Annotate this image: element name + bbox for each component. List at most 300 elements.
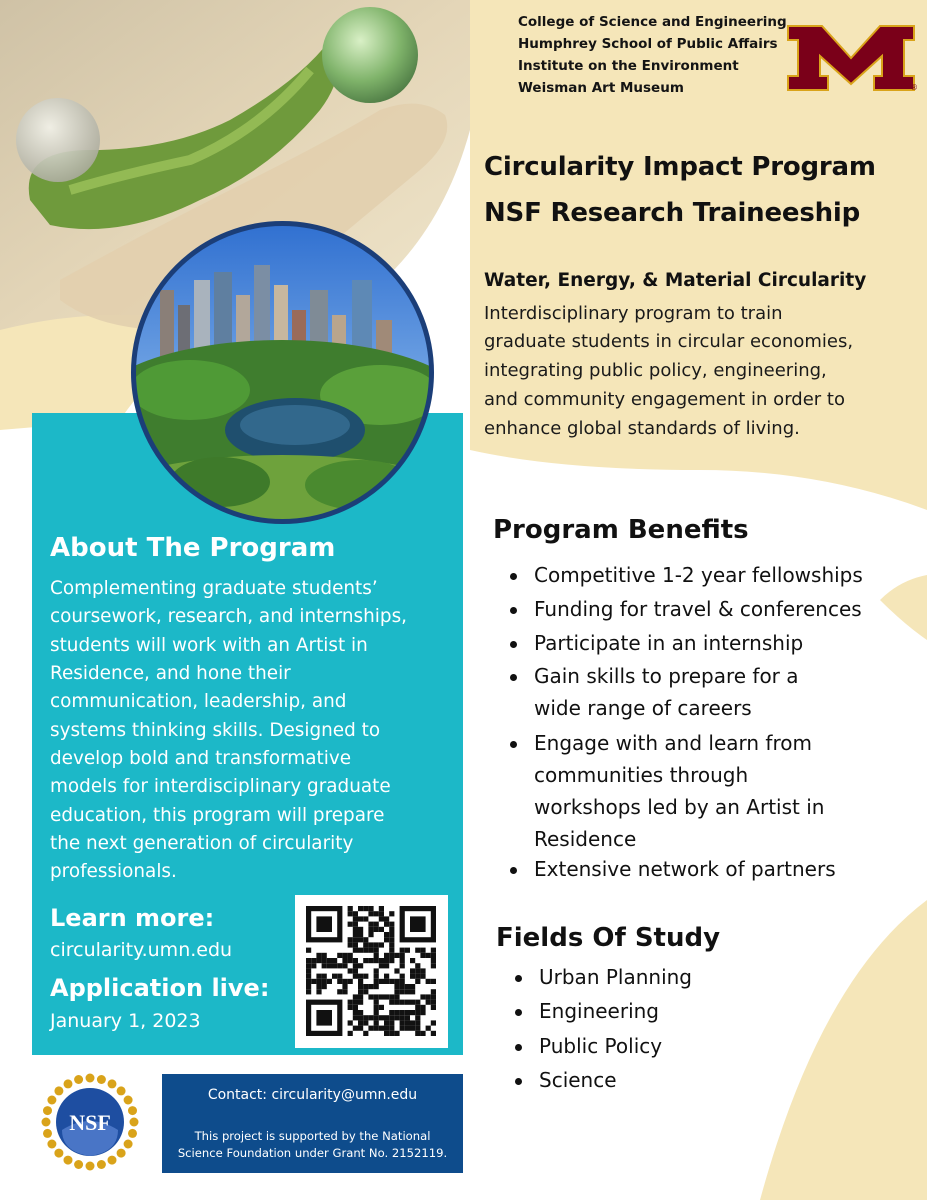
qr-module — [348, 1000, 353, 1005]
benefit-item: Engage with and learn from — [534, 731, 812, 755]
qr-module — [379, 942, 384, 947]
qr-module — [368, 1026, 373, 1031]
qr-module — [368, 932, 373, 937]
qr-module — [400, 984, 405, 989]
nsf-ray — [42, 1118, 51, 1127]
qr-module — [337, 953, 342, 958]
qr-module — [400, 948, 405, 953]
qr-module — [410, 1020, 415, 1025]
qr-module — [358, 1000, 363, 1005]
qr-module — [415, 1020, 420, 1025]
qr-module — [363, 984, 368, 989]
qr-module — [358, 984, 363, 989]
qr-module — [400, 953, 405, 958]
qr-module — [394, 984, 399, 989]
benefits-heading: Program Benefits — [493, 515, 749, 545]
qr-module — [353, 958, 358, 963]
qr-module — [405, 989, 410, 994]
qr-module — [384, 937, 389, 942]
benefit-item: Competitive 1-2 year fellowships — [534, 563, 863, 587]
qr-module — [384, 979, 389, 984]
about-line: systems thinking skills. Designed to — [50, 720, 381, 741]
qr-module — [374, 958, 379, 963]
about-line: coursework, research, and internships, — [50, 606, 408, 627]
qr-module — [415, 963, 420, 968]
qr-module — [420, 948, 425, 953]
qr-module — [374, 984, 379, 989]
qr-module — [389, 932, 394, 937]
qr-module — [342, 984, 347, 989]
qr-module — [394, 953, 399, 958]
qr-module — [363, 974, 368, 979]
qr-module — [389, 911, 394, 916]
qr-module — [374, 1015, 379, 1020]
qr-module — [384, 994, 389, 999]
bullet-dot — [510, 741, 517, 748]
nsf-ray — [117, 1149, 126, 1158]
qr-module — [415, 1010, 420, 1015]
qr-module — [431, 948, 436, 953]
qr-module — [431, 994, 436, 999]
contact-email-text[interactable]: Contact: circularity@umn.edu — [207, 1087, 418, 1103]
qr-module — [363, 937, 368, 942]
benefit-item: wide range of careers — [534, 696, 752, 720]
qr-module — [374, 911, 379, 916]
qr-module — [374, 927, 379, 932]
qr-module — [389, 1015, 394, 1020]
qr-module — [306, 989, 311, 994]
about-line: communication, leadership, and — [50, 691, 347, 712]
qr-module — [389, 994, 394, 999]
qr-module — [389, 922, 394, 927]
qr-module — [363, 1031, 368, 1036]
qr-module — [306, 968, 311, 973]
qr-module — [389, 1031, 394, 1036]
qr-module — [389, 942, 394, 947]
qr-module — [368, 948, 373, 953]
qr-module — [327, 958, 332, 963]
qr-module — [394, 989, 399, 994]
qr-module — [358, 927, 363, 932]
qr-module — [306, 974, 311, 979]
qr-module — [431, 958, 436, 963]
qr-module — [394, 968, 399, 973]
qr-module — [316, 958, 321, 963]
qr-module — [353, 1010, 358, 1015]
cream-wave-right-mid — [880, 575, 927, 640]
qr-module — [410, 1026, 415, 1031]
institution-cse: College of Science and Engineering — [518, 14, 787, 30]
bullet-dot — [510, 674, 517, 681]
qr-module — [374, 1026, 379, 1031]
qr-module — [410, 1010, 415, 1015]
benefit-item: Residence — [534, 827, 637, 851]
qr-module — [348, 953, 353, 958]
qr-module — [363, 942, 368, 947]
qr-module — [400, 958, 405, 963]
subtitle-heading: Water, Energy, & Material Circularity — [484, 270, 867, 291]
application-date: January 1, 2023 — [50, 1010, 201, 1032]
support-line: Science Foundation under Grant No. 2152119. — [177, 1146, 448, 1160]
benefit-item: workshops led by an Artist in — [534, 795, 825, 819]
qr-module — [389, 979, 394, 984]
qr-module — [384, 1026, 389, 1031]
qr-module — [400, 1010, 405, 1015]
qr-module — [358, 937, 363, 942]
nsf-ray — [74, 1075, 83, 1084]
qr-module — [420, 1005, 425, 1010]
qr-module — [379, 906, 384, 911]
nsf-ray — [108, 1079, 117, 1088]
qr-module — [420, 1010, 425, 1015]
field-item: Science — [539, 1068, 617, 1092]
qr-module — [405, 1020, 410, 1025]
nsf-ray — [97, 1160, 106, 1169]
qr-module — [400, 1020, 405, 1025]
qr-module — [400, 974, 405, 979]
qr-module — [374, 968, 379, 973]
fields-heading: Fields Of Study — [496, 923, 721, 953]
field-item: Urban Planning — [539, 965, 692, 989]
qr-module — [379, 916, 384, 921]
program-url-link[interactable]: circularity.umn.edu — [50, 939, 233, 961]
bullet-dot — [510, 867, 517, 874]
bullet-dot — [510, 607, 517, 614]
qr-module — [358, 1010, 363, 1015]
qr-module — [384, 953, 389, 958]
qr-module — [374, 1000, 379, 1005]
nsf-ray — [43, 1106, 52, 1115]
qr-module — [389, 937, 394, 942]
qr-module — [316, 989, 321, 994]
qr-module — [389, 1010, 394, 1015]
city-park-photo — [130, 220, 435, 525]
qr-module — [368, 958, 373, 963]
qr-module — [332, 958, 337, 963]
qr-module — [322, 979, 327, 984]
qr-module — [374, 942, 379, 947]
qr-module — [379, 1015, 384, 1020]
qr-module — [374, 922, 379, 927]
nsf-logo-text: NSF — [69, 1110, 111, 1135]
qr-module — [400, 1026, 405, 1031]
qr-module — [353, 1000, 358, 1005]
qr-module — [327, 979, 332, 984]
qr-module — [342, 953, 347, 958]
qr-module — [353, 932, 358, 937]
qr-module — [348, 1005, 353, 1010]
intro-line: enhance global standards of living. — [484, 418, 800, 439]
qr-finder-pattern — [410, 916, 426, 932]
qr-module — [322, 963, 327, 968]
qr-module — [420, 968, 425, 973]
green-globe — [322, 7, 418, 103]
qr-module — [316, 984, 321, 989]
qr-module — [420, 1031, 425, 1036]
about-line: Complementing graduate students’ — [50, 578, 378, 599]
qr-module — [420, 994, 425, 999]
qr-module — [353, 974, 358, 979]
about-line: develop bold and transformative — [50, 748, 352, 769]
grey-globe — [16, 98, 100, 182]
qr-module — [389, 1026, 394, 1031]
qr-module — [405, 1015, 410, 1020]
qr-module — [363, 906, 368, 911]
qr-module — [368, 927, 373, 932]
qr-module — [311, 958, 316, 963]
qr-module — [379, 911, 384, 916]
qr-module — [316, 953, 321, 958]
qr-module — [353, 1005, 358, 1010]
qr-module — [306, 984, 311, 989]
qr-module — [342, 989, 347, 994]
qr-module — [384, 916, 389, 921]
about-line: models for interdisciplinary graduate — [50, 776, 391, 797]
nsf-ray — [47, 1140, 56, 1149]
nsf-ray — [54, 1149, 63, 1158]
qr-module — [368, 922, 373, 927]
qr-module — [426, 979, 431, 984]
qr-module — [415, 968, 420, 973]
qr-module — [337, 963, 342, 968]
intro-line: and community engagement in order to — [484, 389, 845, 410]
qr-module — [322, 974, 327, 979]
umn-block-m-logo — [786, 18, 916, 94]
qr-module — [348, 937, 353, 942]
qr-module — [415, 974, 420, 979]
qr-module — [384, 958, 389, 963]
qr-module — [379, 927, 384, 932]
benefit-item: Participate in an internship — [534, 631, 804, 655]
qr-module — [363, 1020, 368, 1025]
qr-module — [426, 953, 431, 958]
qr-module — [353, 948, 358, 953]
cream-wave-bottom-right — [760, 900, 927, 1200]
qr-module — [431, 953, 436, 958]
qr-module — [358, 916, 363, 921]
qr-module — [374, 1010, 379, 1015]
qr-module — [400, 1015, 405, 1020]
benefit-item: Extensive network of partners — [534, 857, 836, 881]
qr-module — [368, 906, 373, 911]
nsf-ray — [86, 1162, 95, 1171]
qr-module — [426, 1000, 431, 1005]
qr-module — [379, 979, 384, 984]
qr-module — [358, 963, 363, 968]
qr-module — [322, 953, 327, 958]
qr-module — [316, 979, 321, 984]
nsf-ray — [128, 1106, 137, 1115]
qr-module — [400, 963, 405, 968]
qr-module — [374, 994, 379, 999]
bullet-dot — [515, 1078, 522, 1085]
about-line: Residence, and hone their — [50, 663, 291, 684]
qr-module — [394, 1015, 399, 1020]
qr-module — [363, 1015, 368, 1020]
bullet-dot — [515, 975, 522, 982]
field-item: Public Policy — [539, 1034, 663, 1058]
qr-module — [394, 994, 399, 999]
qr-module — [410, 958, 415, 963]
qr-module — [384, 974, 389, 979]
qr-module — [431, 1005, 436, 1010]
nsf-ray — [64, 1156, 73, 1165]
qr-module — [384, 1020, 389, 1025]
qr-module — [426, 994, 431, 999]
bullet-dot — [510, 573, 517, 580]
nsf-seal-logo — [40, 1072, 140, 1172]
qr-module — [348, 979, 353, 984]
benefit-item: communities through — [534, 763, 749, 787]
qr-module — [431, 963, 436, 968]
qr-module — [353, 911, 358, 916]
qr-module — [394, 1010, 399, 1015]
qr-module — [342, 979, 347, 984]
qr-module — [410, 968, 415, 973]
qr-module — [348, 942, 353, 947]
qr-module — [379, 1005, 384, 1010]
institution-weisman: Weisman Art Museum — [518, 80, 684, 96]
qr-module — [358, 906, 363, 911]
qr-module — [368, 911, 373, 916]
qr-code[interactable] — [295, 895, 448, 1048]
qr-module — [348, 968, 353, 973]
qr-module — [420, 953, 425, 958]
qr-module — [415, 1031, 420, 1036]
qr-module — [306, 948, 311, 953]
support-line: This project is supported by the National — [194, 1129, 431, 1143]
qr-module — [353, 1026, 358, 1031]
qr-module — [306, 963, 311, 968]
nsf-ray — [117, 1086, 126, 1095]
qr-module — [389, 958, 394, 963]
qr-module — [394, 1031, 399, 1036]
qr-module — [363, 916, 368, 921]
qr-module — [368, 942, 373, 947]
qr-module — [400, 1000, 405, 1005]
field-item: Engineering — [539, 999, 659, 1023]
qr-module — [431, 1031, 436, 1036]
qr-module — [415, 1015, 420, 1020]
page-title-line-1: Circularity Impact Program — [484, 152, 876, 182]
nsf-ray — [86, 1074, 95, 1083]
application-live-label: Application live: — [50, 974, 270, 1002]
qr-module — [306, 979, 311, 984]
qr-module — [389, 927, 394, 932]
qr-module — [374, 948, 379, 953]
about-line: professionals. — [50, 861, 177, 882]
intro-line: graduate students in circular economies, — [484, 331, 854, 352]
bullet-dot — [515, 1044, 522, 1051]
qr-module — [327, 963, 332, 968]
qr-module — [415, 948, 420, 953]
qr-module — [405, 1010, 410, 1015]
page-title-line-2: NSF Research Traineeship — [484, 198, 861, 228]
qr-module — [431, 1020, 436, 1025]
qr-module — [374, 1020, 379, 1025]
qr-module — [358, 979, 363, 984]
qr-module — [400, 989, 405, 994]
nsf-ray — [124, 1096, 133, 1105]
qr-module — [337, 979, 342, 984]
qr-module — [311, 979, 316, 984]
qr-module — [389, 953, 394, 958]
qr-module — [368, 1015, 373, 1020]
qr-module — [374, 974, 379, 979]
qr-module — [358, 948, 363, 953]
qr-module — [358, 1020, 363, 1025]
nsf-ray — [43, 1129, 52, 1138]
qr-module — [405, 948, 410, 953]
qr-module — [358, 932, 363, 937]
qr-module — [415, 979, 420, 984]
about-line: education, this program will prepare — [50, 805, 385, 826]
benefit-item: Gain skills to prepare for a — [534, 664, 799, 688]
qr-module — [394, 1000, 399, 1005]
qr-module — [363, 958, 368, 963]
qr-module — [368, 984, 373, 989]
qr-module — [353, 968, 358, 973]
qr-module — [348, 922, 353, 927]
intro-line: Interdisciplinary program to train — [484, 303, 783, 324]
qr-module — [384, 1015, 389, 1020]
umn-registered-mark: ® — [910, 83, 918, 92]
qr-module — [353, 942, 358, 947]
nsf-ray — [124, 1140, 133, 1149]
qr-module — [415, 1026, 420, 1031]
qr-module — [337, 989, 342, 994]
qr-module — [410, 974, 415, 979]
qr-module — [363, 989, 368, 994]
nsf-ray — [47, 1096, 56, 1105]
qr-module — [431, 989, 436, 994]
qr-module — [348, 958, 353, 963]
nsf-ray — [74, 1160, 83, 1169]
qr-module — [342, 963, 347, 968]
about-line: students will work with an Artist in — [50, 635, 368, 656]
qr-module — [368, 994, 373, 999]
qr-module — [358, 974, 363, 979]
bullet-dot — [510, 641, 517, 648]
qr-module — [342, 958, 347, 963]
qr-module — [394, 979, 399, 984]
qr-module — [348, 906, 353, 911]
qr-module — [389, 1000, 394, 1005]
nsf-ray — [64, 1079, 73, 1088]
qr-module — [358, 1026, 363, 1031]
qr-module — [353, 916, 358, 921]
qr-module — [332, 974, 337, 979]
qr-module — [306, 958, 311, 963]
qr-module — [358, 1015, 363, 1020]
qr-module — [348, 1020, 353, 1025]
qr-module — [316, 974, 321, 979]
qr-finder-pattern — [316, 916, 332, 932]
qr-module — [410, 989, 415, 994]
qr-module — [426, 1026, 431, 1031]
qr-module — [353, 937, 358, 942]
qr-module — [400, 979, 405, 984]
qr-module — [379, 963, 384, 968]
bullet-dot — [515, 1009, 522, 1016]
institution-humphrey: Humphrey School of Public Affairs — [518, 36, 778, 52]
nsf-ray — [54, 1086, 63, 1095]
about-line: the next generation of circularity — [50, 833, 354, 854]
qr-module — [389, 1020, 394, 1025]
qr-module — [353, 1015, 358, 1020]
qr-module — [353, 994, 358, 999]
qr-module — [415, 1005, 420, 1010]
